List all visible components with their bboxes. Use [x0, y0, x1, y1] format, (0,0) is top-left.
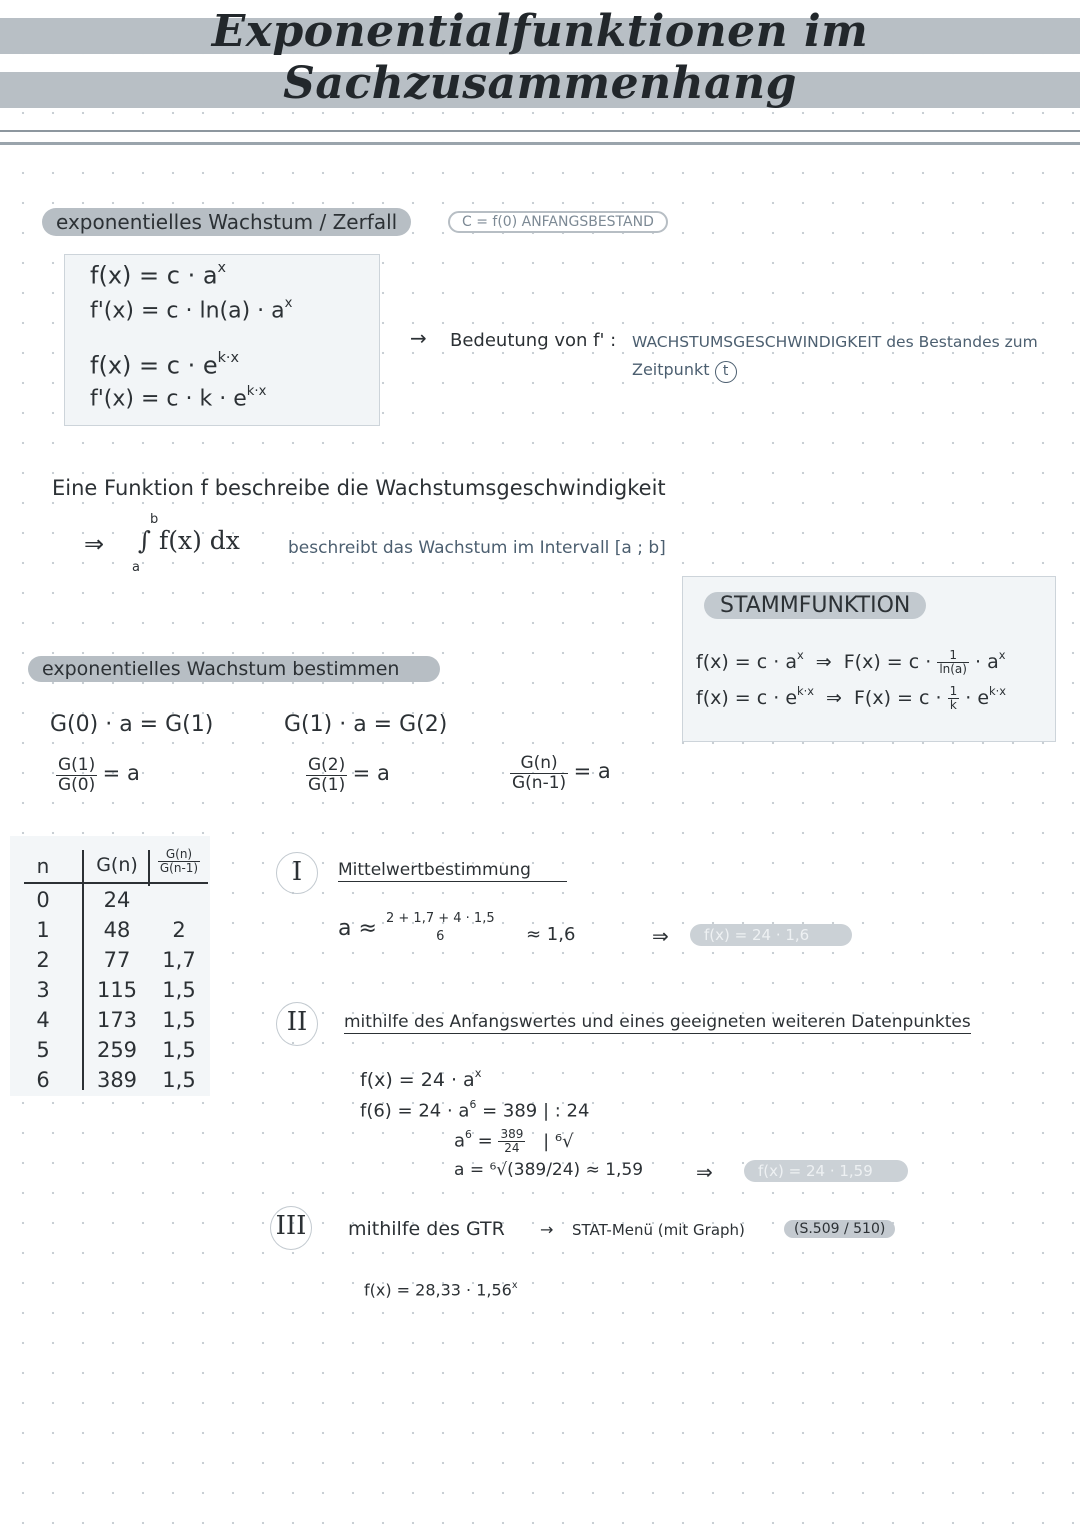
stammfunktion-heading: STAMMFUNKTION [704, 592, 926, 619]
stammfunktion-row-exp-e: $f(x) = c \cdot e^{k\cdot x}$ ⇒ F(x) = c · $\frac{1}{k}$ · $e^{k\cdot x}$ [696, 683, 1007, 713]
method-2-line-3: $a^6$ = $\frac{389}{24}$ | ⁶√ [454, 1127, 574, 1156]
table-cell-g: 115 [96, 978, 138, 1002]
method-1-title: Mittelwertbestimmung [338, 860, 567, 880]
method-1-arrow: ⇒ [652, 924, 669, 948]
method-2-title: mithilfe des Anfangswertes und eines geeigneten weiteren Datenpunktes [344, 1012, 971, 1032]
table-cell-g: 173 [96, 1008, 138, 1032]
table-cell-n: 3 [36, 978, 50, 1002]
table-cell-ratio: 2 [172, 918, 186, 942]
table-cell-n: 0 [36, 888, 50, 912]
section-heading-bestimmen: exponentielles Wachstum bestimmen [28, 656, 440, 682]
table-header-g: G(n) [96, 854, 138, 876]
method-2-line-4: a = ⁶√(389/24) ≈ 1,59 [454, 1160, 644, 1180]
method-2-line-2: $f(6) = 24 \cdot a^6 = 389$ | : 24 [360, 1098, 590, 1122]
method-1-fraction: 2 + 1,7 + 4 · 1,5 6 [386, 911, 495, 945]
method-2-line-1: $f(x) = 24 \cdot a^x$ [360, 1066, 482, 1092]
method-2-result: f(x) = 24 · 1,59 [744, 1160, 908, 1182]
table-header-n: n [36, 854, 50, 878]
method-1-a-label: a ≈ [338, 916, 377, 941]
integral-expression: ∫ f(x) dx [138, 526, 240, 555]
table-header-ratio: $\frac{G(n)}{G(n-1)}$ [159, 847, 199, 876]
growth-ratio-2: $\frac{G(2)}{G(1)}$ = a [308, 755, 390, 795]
table-cell-g: 24 [103, 888, 131, 912]
method-1-result: f(x) = 24 · 1,6 [690, 924, 852, 946]
integral-upper-bound: b [150, 512, 159, 527]
method-3-menu: STAT-Menü (mit Graph) [572, 1221, 745, 1239]
table-cell-n: 1 [36, 918, 50, 942]
meaning-label: Bedeutung von f' : [450, 330, 617, 351]
table-cell-ratio: 1,7 [162, 948, 196, 972]
table-cell-ratio: 1,5 [162, 1008, 196, 1032]
table-cell-g: 48 [103, 918, 131, 942]
table-cell-g: 259 [96, 1038, 138, 1062]
data-table [10, 836, 210, 1096]
method-3-page-ref: (S.509 / 510) [784, 1220, 895, 1238]
table-cell-n: 4 [36, 1008, 50, 1032]
table-cell-g: 77 [103, 948, 131, 972]
method-3-numeral: III [270, 1206, 312, 1250]
section-heading-wachstum-zerfall: exponentielles Wachstum / Zerfall [42, 208, 411, 236]
table-cell-ratio: 1,5 [162, 978, 196, 1002]
anfangsbestand-tag: C = f(0) ANFANGSBESTAND [448, 211, 668, 233]
growth-ratio-1: $\frac{G(1)}{G(0)}$ = a [58, 755, 140, 795]
meaning-text-line1: WACHSTUMSGESCHWINDIGKEIT des Bestandes zum [632, 333, 1038, 351]
formula-fprime-exp-a: $f'(x) = c \cdot \ln(a) \cdot a^x$ [90, 296, 293, 324]
time-t-circle: t [715, 361, 737, 383]
table-cell-n: 2 [36, 948, 50, 972]
stammfunktion-row-exp-a: $f(x) = c \cdot a^x$ ⇒ F(x) = c · $\frac{1}{\ln(a)}$ · $a^x$ [696, 647, 1006, 677]
table-cell-n: 6 [36, 1068, 50, 1092]
method-2-numeral: II [276, 1002, 318, 1046]
method-3-arrow: → [540, 1220, 554, 1239]
page-title-line1: Exponentialfunktionen im [211, 6, 869, 57]
header-divider [0, 130, 1080, 132]
table-header-line [24, 882, 208, 884]
formula-f-exp-e: $f(x) = c \cdot e^{k\cdot x}$ [90, 350, 240, 380]
growth-equation-2: G(1) · a = G(2) [284, 712, 448, 737]
header-divider-thick [0, 142, 1080, 145]
integral-lower-bound: a [132, 560, 140, 575]
method-3-title: mithilfe des GTR [348, 1218, 505, 1240]
formula-fprime-exp-e: $f'(x) = c \cdot k \cdot e^{k\cdot x}$ [90, 384, 267, 412]
meaning-arrow: → [410, 326, 427, 350]
integral-arrow: ⇒ [84, 530, 105, 558]
method-3-result: $f(x) = 28,33 \cdot 1,56^x$ [364, 1280, 518, 1300]
integral-description: beschreibt das Wachstum im Intervall [a ; b] [288, 538, 666, 558]
table-cell-n: 5 [36, 1038, 50, 1062]
method-1-approx: ≈ 1,6 [526, 924, 576, 945]
method-2-arrow: ⇒ [696, 1160, 713, 1184]
table-divider-1 [82, 850, 84, 1090]
integral-sentence: Eine Funktion f beschreibe die Wachstumsgeschwindigkeit [52, 476, 666, 500]
formula-f-exp-a: $f(x) = c \cdot a^x$ [90, 260, 227, 290]
table-cell-g: 389 [96, 1068, 138, 1092]
growth-equation-1: G(0) · a = G(1) [50, 712, 214, 737]
page-title-line2: Sachzusammenhang [283, 58, 797, 109]
growth-ratio-general: $\frac{G(n)}{G(n-1)}$ = a [512, 753, 611, 793]
table-cell-ratio: 1,5 [162, 1038, 196, 1062]
method-1-numeral: I [276, 852, 318, 894]
meaning-text-line2: Zeitpunkt t [632, 360, 737, 383]
table-cell-ratio: 1,5 [162, 1068, 196, 1092]
